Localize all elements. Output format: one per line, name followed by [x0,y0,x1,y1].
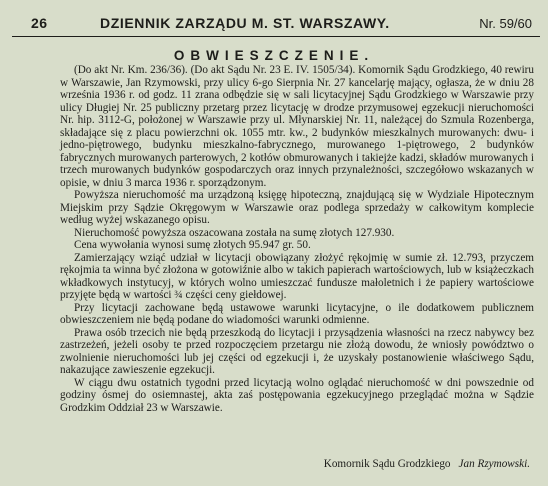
page-number: 26 [31,15,48,31]
journal-title: DZIENNIK ZARZĄDU M. ST. WARSZAWY. [100,15,390,31]
paragraph-valuation: Nieruchomość powyższa oszacowana została na sumę złotych 127.930. [74,226,395,239]
paragraph-starting-price: Cena wywołania wynosi sumę złotych 95.947 gr. 50. [74,239,311,251]
notice-body [60,64,534,414]
paragraph-inspection: W ciągu dwu ostatnich tygodni przed licytacją wolno oglądać nieruchomość w dni powszednie od godziny ósmej do osiemnastej, akta zaś postępowania egzekucyjnego przeglądać można w Sądzie Grodzkim Oddział 23 w Warszawie. [60,376,534,414]
signature [60,458,530,470]
paragraph-deposit: Zamierzający wziąć udział w licytacji obowiązany złożyć rękojmię w sumie zł. 12.793, przyczem rękojmia ta winna być złożona w gotowiźnie albo w takich papierach wartościowych, lub w książeczkach wkładkowych instytucyj, w których wolno umieszczać fundusze małoletnich i że papiery wartościowe przyjęte będą w wartości ¾ części ceny giełdowej. [60,251,534,301]
signature-name: Jan Rzymowski. [458,458,530,470]
paragraph-intro: (Do akt Nr. Km. 236/36). (Do akt Sądu Nr. 23 E. IV. 1505/34). Komornik Sądu Grodzkiego, 40 rewiru w Warszawie, Jan Rzymowski, przy ulicy 6-go Sierpnia Nr. 27 kancelarję mający, ogłasza, że w dniu 28 września 1936 r. od godz. 11 zrana odbędzie się w sali licytacyjnej Sądu Grodzkiego w Warszawie przy ulicy Długiej Nr. 25 publiczny przetarg przez licytację w drodze przymusowej egzekucji nieruchomości Nr. hip. 3112-G, położonej w Warszawie przy ul. Młynarskiej Nr. 11, należącej do Szmula Rozenberga, składające się z placu powierzchni ok. 1055 mtr. kw., 2 budynków mieszkalnych murowanych: dwu- i jedno-piętrowego, budynku mieszkalno-fabrycznego, murowanego 1-piętrowego, 2 budynków fabrycznych murowanych parterowych, 2 kotłów obmurowanych i takiejże kadzi, składów murowanych i trzech murowanych budynków gospodarczych oraz innych przynależności, szczegółowo wskazanych w opisie, w dniu 3 marca 1936 r. sporządzonym. [60,64,534,189]
signature-title: Komornik Sądu Grodzkiego [323,458,451,470]
paragraph-third-parties: Prawa osób trzecich nie będą przeszkodą do licytacji i przysądzenia własności na rzecz nabywcy bez zastrzeżeń, jeżeli osoby te przed rozpoczęciem przetargu nie złożą dowodu, że wniosły powództwo o zwolnienie nieruchomości lub jej części od egzekucji i, że uzyskały postanowienie właściwego Sądu, nakazujące zawieszenie egzekucji. [60,326,534,376]
notice-heading: OBWIESZCZENIE. [173,48,375,63]
issue-number: Nr. 59/60 [479,16,532,31]
page-header [0,0,548,34]
paragraph-mortgage: Powyższa nieruchomość ma urządzoną księgę hipoteczną, znajdującą się w Wydziale Hipotecznym Miejskim przy Sądzie Okręgowym w Warszawie oraz podlega sprzedaży w całkowitym komplecie według wyżej wskazanego opisu. [60,189,534,226]
paragraph-conditions: Przy licytacji zachowane będą ustawowe warunki licytacyjne, o ile dodatkowem publicznem obwieszczeniem nie będą podane do wiadomości warunki odmienne. [60,301,534,326]
header-rule [12,36,540,37]
